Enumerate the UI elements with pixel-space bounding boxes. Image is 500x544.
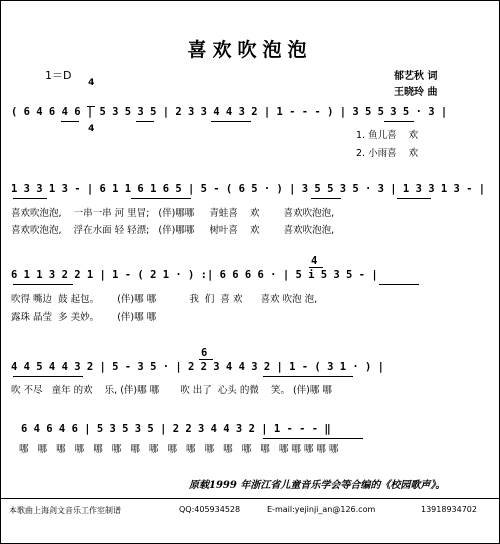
- chord-mark: 4: [311, 255, 318, 267]
- meter-denominator: 4: [88, 124, 95, 134]
- qq-contact: QQ:405934528: [179, 505, 241, 514]
- notation-line-4: 4 4 5 4 4 3 2 | 5 - 3 5 · | 2 2 3 4 4 3 2 | 1 - ( 3 1 · ) |: [11, 361, 384, 373]
- key-signature: 1＝D: [45, 69, 72, 82]
- lyric-verse2: 喜欢吹泡泡, 浮在水面 轻 轻漂; (伴)哪哪 树叶喜 欢 喜欢吹泡泡,: [11, 225, 335, 236]
- chord-mark-underline: [199, 359, 213, 360]
- beam: [13, 198, 47, 199]
- lyric-verse1: 喜欢吹泡泡, 一串一串 河 里冒; (伴)哪哪 青蛙喜 欢 喜欢吹泡泡,: [11, 208, 335, 219]
- composer-credit: 王晓玲 曲: [394, 87, 438, 98]
- notation-line-3: 6 1 1 3 2 2 1 | 1 - ( 2 1 · ) :| 6 6 6 6 · | 5 i 5 3 5 - |: [11, 269, 378, 281]
- beam: [311, 198, 341, 199]
- beam: [61, 121, 79, 122]
- source-note: 原载1999 年浙江省儿童音乐学会等合编的《校园歌声》。: [189, 480, 446, 491]
- lyric-verse1: 1. 鱼儿喜 欢: [356, 130, 419, 141]
- beam: [263, 376, 353, 377]
- beam: [131, 198, 191, 199]
- lyricist-credit: 郁艺秋 词: [394, 71, 438, 82]
- notation-line-2: 1 3 3 1 3 - | 6 1 1 6 1 6 5 | 5 - ( 6 5 · ) | 3 5 5 3 5 · 3 | 1 3 3 1 3 - |: [11, 183, 486, 195]
- meter-numerator: 4: [88, 78, 95, 88]
- chord-mark: 6: [201, 347, 208, 359]
- beam: [211, 121, 251, 122]
- beam: [13, 284, 73, 285]
- beam: [136, 121, 154, 122]
- beam: [384, 121, 414, 122]
- beam: [263, 438, 363, 439]
- lyric-verse2: 露珠 晶莹 多 美妙。 (伴)哪 哪: [11, 312, 157, 323]
- notation-line-5: 6 4 6 4 6 | 5 3 5 3 5 | 2 2 3 4 4 3 2 | 1 - - - ‖: [21, 423, 331, 435]
- beam: [13, 376, 83, 377]
- lyric-verse1: 哪 哪 哪 哪 哪 哪 哪 哪 哪 哪 哪 哪 哪 哪 哪 哪 哪 哪 哪: [19, 444, 339, 455]
- studio-credit: 本歌曲上海剑文音乐工作室制谱: [9, 506, 121, 515]
- footer-divider: [1, 498, 499, 499]
- lyric-verse2: 2. 小雨喜 欢: [356, 148, 419, 159]
- lyric-verse1: 吹得 嘴边 鼓 起包。 (伴)哪 哪 我 们 喜 欢 喜欢 吹泡 泡,: [11, 294, 318, 305]
- beam: [379, 284, 419, 285]
- email-contact: E-mail:yejinji_an@126.com: [267, 505, 376, 514]
- chord-mark-underline: [309, 267, 323, 268]
- song-title: 喜欢吹泡泡: [187, 39, 313, 61]
- notation-line-1: ( 6 4 6 4 6 | 5 3 5 3 5 | 2 3 3 4 4 3 2 | 1 - - - ) | 3 5 5 3 5 · 3 |: [11, 106, 448, 118]
- beam: [397, 198, 431, 199]
- lyric-verse1: 吹 不尽 童年 的欢 乐, (伴)哪 哪 吹 出了 心头 的微 笑。 (伴)哪 哪: [11, 385, 332, 396]
- phone-contact: 13918934702: [421, 505, 477, 514]
